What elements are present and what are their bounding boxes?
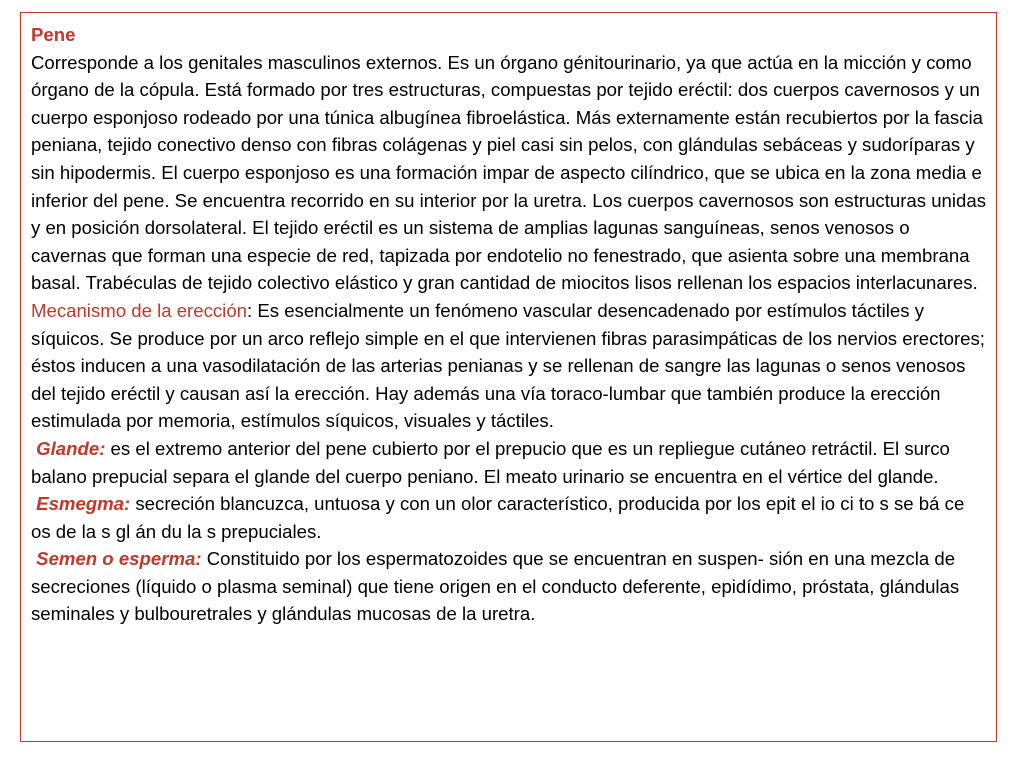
section-text: : Es esencialmente un fenómeno vascular desencadenado por estímulos táctiles y síquicos. Se produce por un arco reflejo simple en el que intervienen fibras parasimpáticas de los nervios erectores; éstos inducen a una vasodilatación de las arterias penianas y se rellenan de sangre las lagunas o senos venosos del tejido eréctil y causan así la erección. Hay además una vía toraco-lumbar que también produce la erección estimulada por memoria, estímulos síquicos, visuales y táctiles. xyxy=(31,299,985,432)
intro-paragraph: Corresponde a los genitales masculinos externos. Es un órgano génitourinario, ya que actúa en la micción y como órgano de la cópula. Está formado por tres estructuras, compuestas por tejido eréctil: dos cuerpos cavernosos y un cuerpo esponjoso rodeado por una túnica albugínea fibroelástica. Más externamente están recubiertos por la fascia peniana, tejido conectivo denso con fibras colágenas y piel casi sin pelos, con glándulas sebáceas y sudoríparas y sin hipodermis. El cuerpo esponjoso es una formación impar de aspecto cilíndrico, que se ubica en la zona media e inferior del pene. Se encuentra recorrido en su interior por la uretra. Los cuerpos cavernosos son estructuras unidas y en posición dorsolateral. El tejido eréctil es un sistema de amplias lagunas sanguíneas, senos venosos o cavernas que forman una especie de red, tapizada por endotelio no fenestrado, que asienta sobre una membrana basal. Trabéculas de tejido colectivo elástico y gran cantidad de miocitos lisos rellenan los espacios interlacunares. xyxy=(31,51,986,294)
section-esmegma xyxy=(31,490,986,545)
section-term: Mecanismo de la erección xyxy=(31,299,247,321)
section-glande xyxy=(31,435,986,490)
section-text: Constituido por los espermatozoides que se encuentran en suspen- sión en una mezcla de secreciones (líquido o plasma seminal) que tiene origen en el conducto deferente, epidídimo, próstata, glándulas seminales y bulbouretrales y glándulas mucosas de la uretra. xyxy=(31,548,960,625)
document-title: Pene xyxy=(31,24,76,45)
section-text: secreción blancuzca, untuosa y con un olor característico, producida por los epit el io ci to s se bá ce os de la s gl án du la s prepuciales. xyxy=(31,493,965,542)
section-term: Semen o esperma: xyxy=(36,548,202,570)
section-term: Esmegma: xyxy=(36,493,131,515)
section-text: es el extremo anterior del pene cubierto por el prepucio que es un repliegue cutáneo retráctil. El surco balano prepucial separa el glande del cuerpo peniano. El meato urinario se encuentra en el vértice del glande. xyxy=(31,437,950,487)
content-frame xyxy=(20,12,997,742)
section-term: Glande: xyxy=(36,437,106,459)
section-semen xyxy=(31,545,986,628)
section-mecanismo xyxy=(31,297,986,435)
